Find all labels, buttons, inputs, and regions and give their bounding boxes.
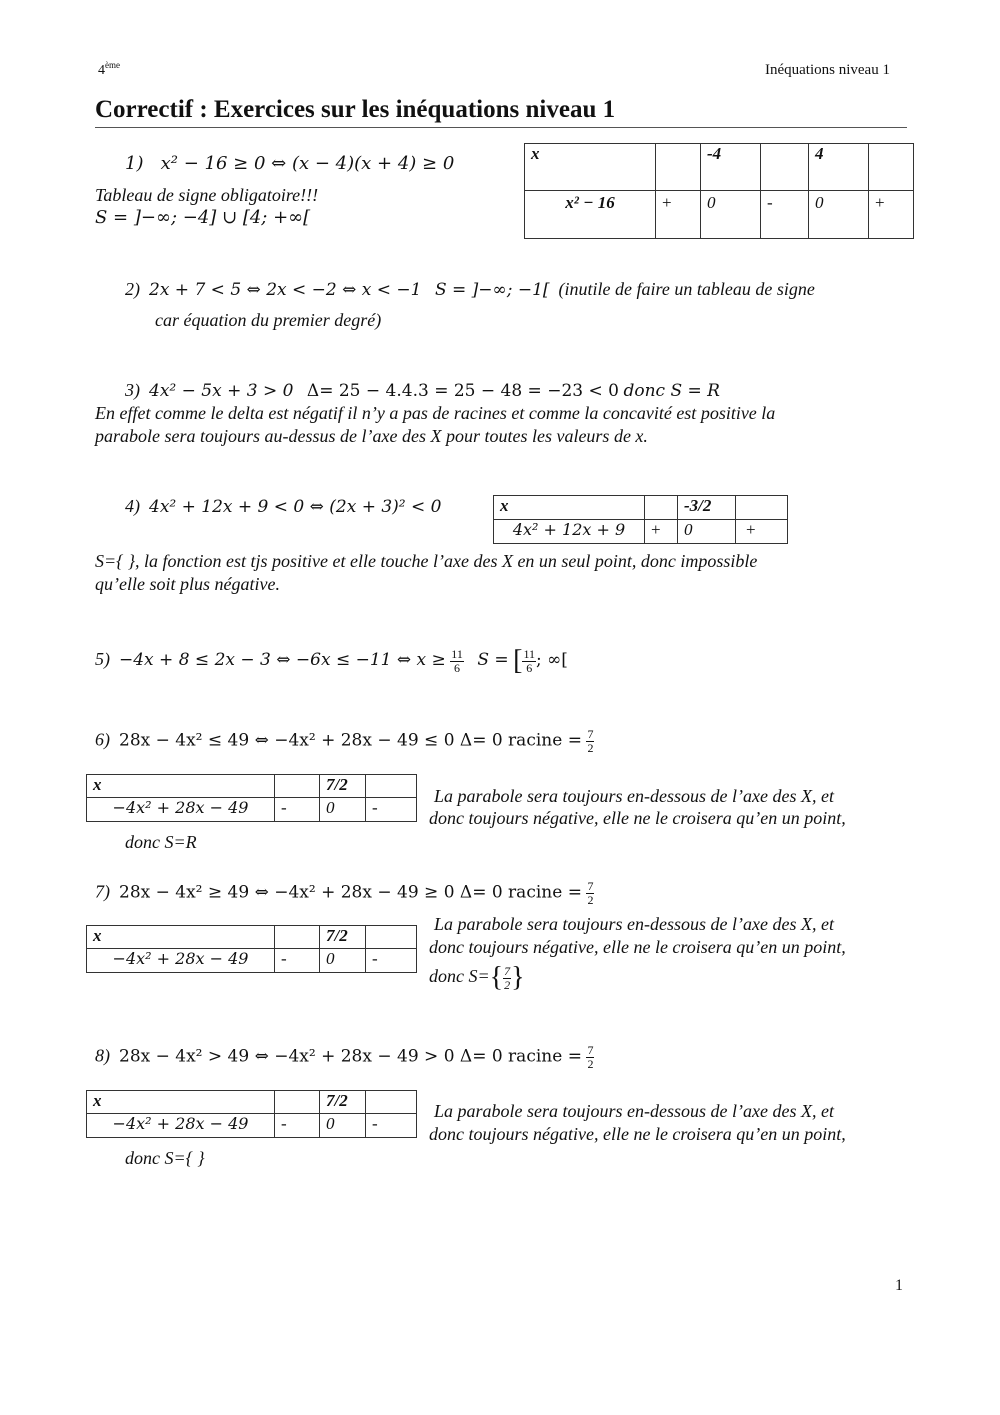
- exercise-6-statement: [95, 728, 594, 755]
- cell: +: [869, 191, 914, 239]
- exercise-7-explain-1: La parabole sera toujours en-dessous de l’axe des X, et: [434, 914, 834, 934]
- brace-close: }: [511, 962, 525, 993]
- exercise-7-statement: [95, 880, 594, 907]
- cell: -: [275, 798, 320, 822]
- exercise-3-explain-1: En effet comme le delta est négatif il n’y a pas de racines et comme la concavité est positive la: [95, 403, 776, 423]
- cell: x: [525, 144, 656, 191]
- exercise-1-statement: [125, 153, 454, 174]
- exercise-7-conclusion-prefix: donc S=: [429, 966, 490, 987]
- cell: -: [275, 1114, 320, 1138]
- bracket: [: [513, 645, 523, 676]
- exercise-4-equation: 4x² + 12x + 9 < 0 ⇔ (2x + 3)² < 0: [149, 497, 442, 517]
- exercise-5-solution-suffix: ; ∞[: [536, 650, 568, 671]
- frac-den: 2: [587, 1057, 594, 1071]
- cell: 0: [320, 949, 366, 973]
- frac-num: 7: [587, 727, 594, 741]
- exercise-5-statement: [95, 645, 568, 677]
- doc-label: Inéquations niveau 1: [765, 62, 890, 78]
- cell: −4x² + 28x − 49: [87, 1114, 275, 1138]
- cell: [366, 1091, 417, 1114]
- exercise-2-number: 2): [125, 279, 140, 299]
- exercise-1-equation: x² − 16 ≥ 0 ⇔ (x − 4)(x + 4) ≥ 0: [160, 153, 455, 174]
- frac-den: 2: [587, 741, 594, 755]
- exercise-2-equation: 2x + 7 < 5 ⇔ 2x < −2 ⇔ x < −1: [149, 280, 422, 300]
- cell: x: [87, 926, 275, 949]
- exercise-6-equation: 28x − 4x² ≤ 49 ⇔ −4x² + 28x − 49 ≤ 0 Δ= 0 racine =: [119, 730, 582, 751]
- cell: 4x² + 12x + 9: [494, 520, 645, 544]
- level-sup: ème: [105, 60, 120, 70]
- exercise-5-number: 5): [95, 649, 110, 670]
- exercise-8-statement: [95, 1044, 594, 1071]
- sign-table-6: [86, 774, 417, 822]
- fraction: [450, 648, 464, 675]
- cell: 4: [809, 144, 869, 191]
- cell: -: [275, 949, 320, 973]
- exercise-2-note: (inutile de faire un tableau de signe: [558, 279, 815, 299]
- cell: [869, 144, 914, 191]
- cell: [645, 496, 678, 520]
- cell: 7/2: [320, 775, 366, 798]
- exercise-3-equation: 4x² − 5x + 3 > 0: [149, 381, 294, 401]
- exercise-4-explain-2: qu’elle soit plus négative.: [95, 574, 280, 594]
- exercise-7-explain-2: donc toujours négative, elle ne le croisera qu’en un point,: [429, 937, 846, 957]
- exercise-2-solution: S = ]−∞; −1[: [434, 280, 550, 300]
- sign-table-7: [86, 925, 417, 973]
- cell: 0: [320, 1114, 366, 1138]
- level-base: 4: [98, 63, 105, 78]
- cell: [761, 144, 809, 191]
- sign-table-1: [524, 143, 914, 239]
- exercise-3-conclusion: donc S = R: [623, 381, 720, 401]
- frac-den: 6: [526, 660, 533, 675]
- cell: −4x² + 28x − 49: [87, 798, 275, 822]
- exercise-7-equation: 28x − 4x² ≥ 49 ⇔ −4x² + 28x − 49 ≥ 0 Δ= 0 racine =: [119, 882, 582, 903]
- frac-num: 7: [587, 1043, 594, 1057]
- cell: +: [645, 520, 678, 544]
- exercise-8-equation: 28x − 4x² > 49 ⇔ −4x² + 28x − 49 > 0 Δ= 0 racine =: [119, 1046, 582, 1067]
- cell: 0: [678, 520, 736, 544]
- cell: [275, 775, 320, 798]
- cell: -4: [701, 144, 761, 191]
- exercise-8-explain-2: donc toujours négative, elle ne le croisera qu’en un point,: [429, 1124, 846, 1144]
- exercise-3-explain-2: parabole sera toujours au-dessus de l’axe des X pour toutes les valeurs de x.: [95, 426, 648, 446]
- exercise-5-solution-prefix: S =: [477, 650, 509, 671]
- cell: +: [736, 520, 788, 544]
- exercise-7-conclusion: [429, 962, 525, 994]
- cell: -: [366, 798, 417, 822]
- cell: [736, 496, 788, 520]
- cell: -3/2: [678, 496, 736, 520]
- cell: 7/2: [320, 926, 366, 949]
- exercise-1-solution: S = ]−∞; −4] ∪ [4; +∞[: [95, 207, 311, 228]
- cell: 7/2: [320, 1091, 366, 1114]
- cell: 0: [701, 191, 761, 239]
- level-label: [98, 60, 120, 79]
- exercise-4-number: 4): [125, 496, 140, 516]
- exercise-5-equation: −4x + 8 ≤ 2x − 3 ⇔ −6x ≤ −11 ⇔ x ≥: [119, 650, 446, 671]
- fraction: [586, 880, 594, 907]
- fraction: [586, 728, 594, 755]
- page-number: 1: [895, 1277, 903, 1294]
- fraction: [586, 1044, 594, 1071]
- exercise-7-number: 7): [95, 881, 110, 902]
- exercise-1-number: 1): [125, 153, 144, 174]
- exercise-6-conclusion: donc S=R: [125, 832, 197, 852]
- exercise-6-number: 6): [95, 729, 110, 750]
- cell: x: [494, 496, 645, 520]
- cell: x: [87, 1091, 275, 1114]
- exercise-6-explain-2: donc toujours négative, elle ne le croisera qu’en un point,: [429, 808, 846, 828]
- exercise-1-note: Tableau de signe obligatoire!!!: [95, 185, 319, 205]
- cell: x² − 16: [525, 191, 656, 239]
- cell: [366, 926, 417, 949]
- exercise-8-conclusion: donc S={ }: [125, 1148, 205, 1168]
- cell: -: [761, 191, 809, 239]
- cell: -: [366, 1114, 417, 1138]
- exercise-6-explain-1: La parabole sera toujours en-dessous de l’axe des X, et: [434, 786, 834, 806]
- cell: [656, 144, 701, 191]
- exercise-3-statement: [125, 380, 720, 401]
- frac-num: 7: [504, 963, 511, 978]
- fraction: [522, 648, 536, 675]
- frac-num: 11: [523, 646, 536, 661]
- title-divider: [95, 127, 907, 128]
- exercise-8-explain-1: La parabole sera toujours en-dessous de l’axe des X, et: [434, 1101, 834, 1121]
- sign-table-8: [86, 1090, 417, 1138]
- cell: x: [87, 775, 275, 798]
- frac-den: 2: [504, 977, 511, 992]
- cell: [275, 1091, 320, 1114]
- cell: 0: [809, 191, 869, 239]
- cell: [275, 926, 320, 949]
- exercise-3-delta: Δ= 25 − 4.4.3 = 25 − 48 = −23 < 0: [306, 381, 619, 401]
- exercise-3-number: 3): [125, 380, 140, 400]
- fraction: [503, 965, 511, 992]
- cell: −4x² + 28x − 49: [87, 949, 275, 973]
- cell: -: [366, 949, 417, 973]
- cell: +: [656, 191, 701, 239]
- exercise-2-statement: [125, 279, 815, 300]
- frac-num: 11: [451, 646, 463, 661]
- frac-den: 2: [587, 893, 594, 907]
- sign-table-4: [493, 495, 788, 544]
- exercise-8-number: 8): [95, 1045, 110, 1066]
- frac-den: 6: [454, 660, 461, 675]
- page-title: Correctif : Exercices sur les inéquations niveau 1: [95, 96, 616, 123]
- brace-open: {: [489, 962, 504, 993]
- frac-num: 7: [587, 879, 594, 893]
- cell: 0: [320, 798, 366, 822]
- exercise-4-explain-1: S={ }, la fonction est tjs positive et elle touche l’axe des X en un seul point, donc impossible: [95, 551, 758, 571]
- exercise-4-statement: [125, 496, 442, 517]
- exercise-2-note-cont: car équation du premier degré): [155, 310, 382, 330]
- cell: [366, 775, 417, 798]
